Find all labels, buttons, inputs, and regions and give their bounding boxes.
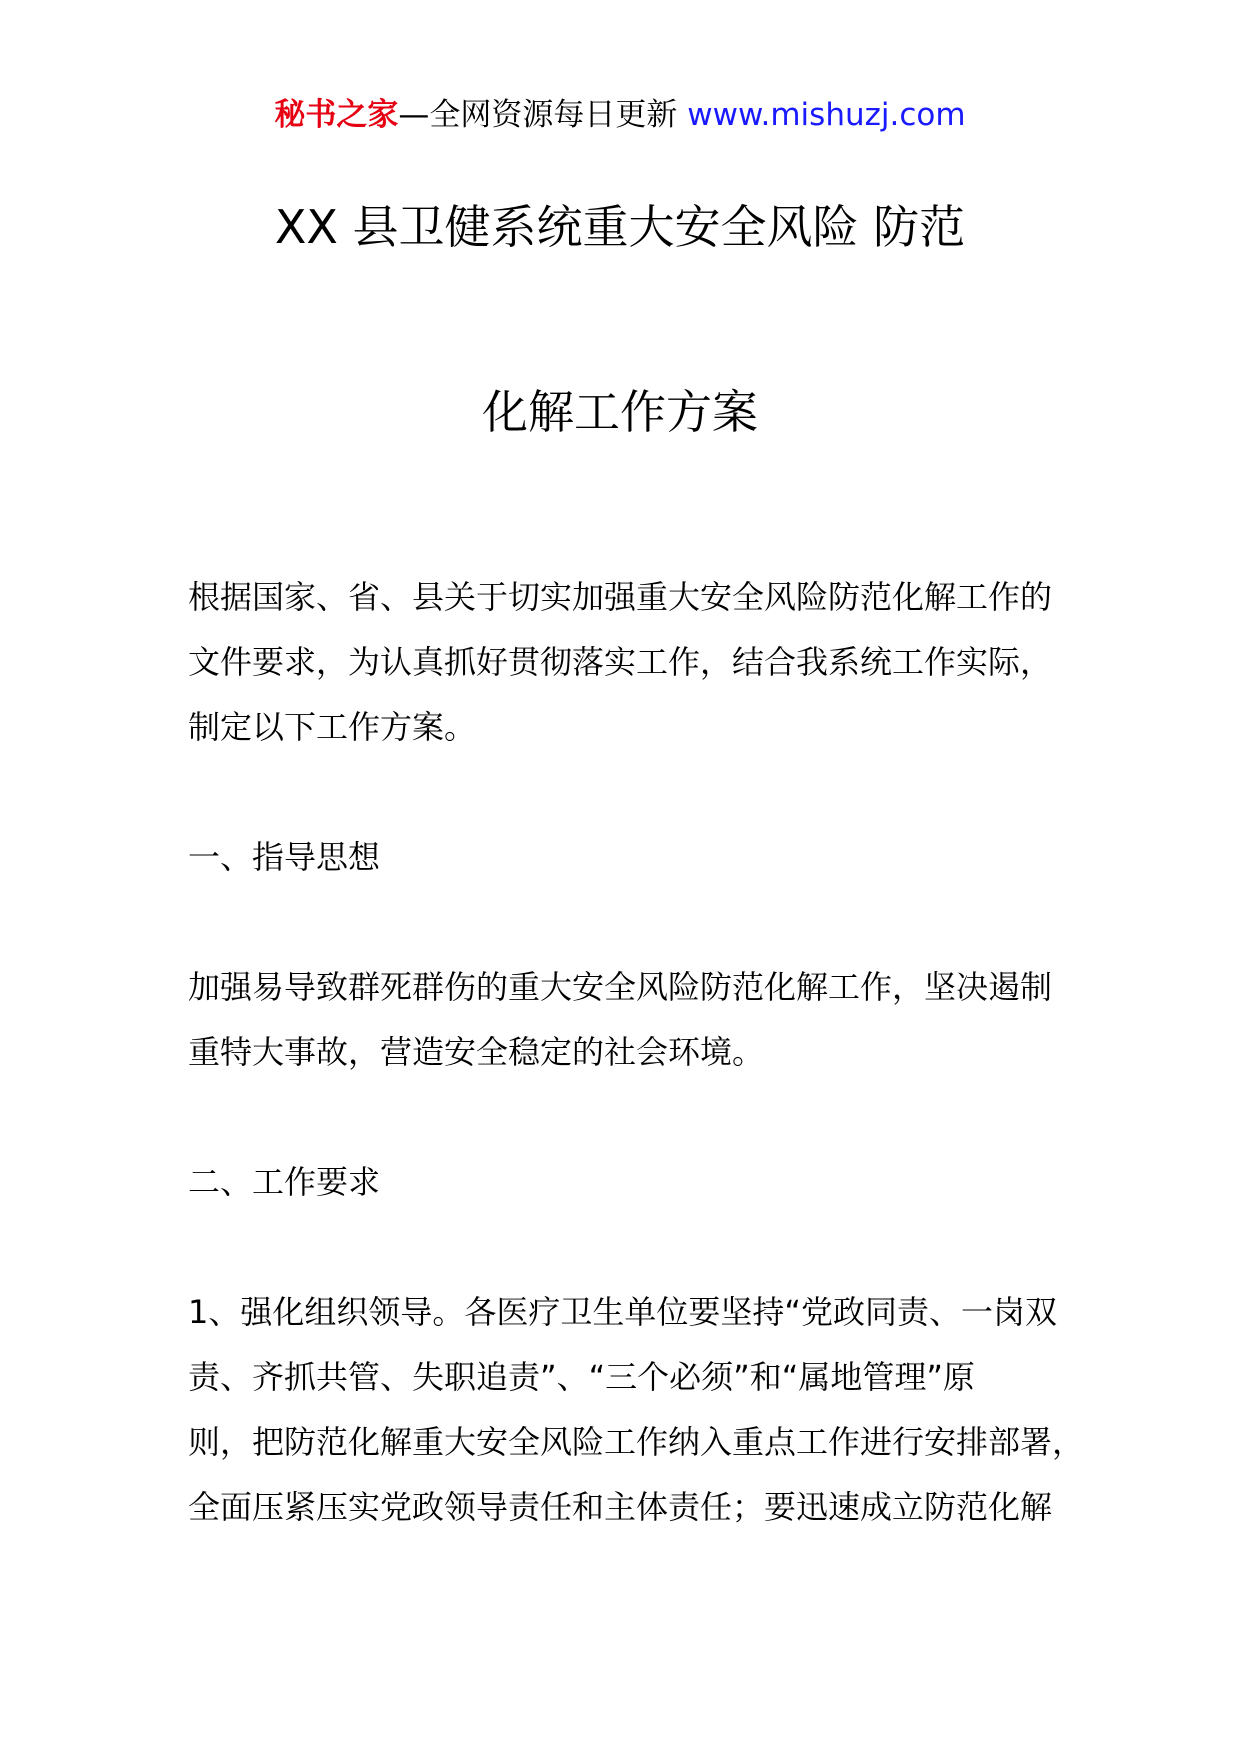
intro-paragraph: [188, 565, 1088, 760]
text-line: 则，把防范化解重大安全风险工作纳入重点工作进行安排部署，: [188, 1423, 1085, 1461]
brand-name: 秘书之家: [274, 97, 399, 133]
document-title-line-1: XX 县卫健系统重大安全风险 防范: [274, 200, 966, 254]
text-line: 制定以下工作方案。: [188, 708, 477, 746]
text-line: 重特大事故，营造安全稳定的社会环境。: [188, 1033, 765, 1071]
text-line: 文件要求，为认真抓好贯彻落实工作，结合我系统工作实际，: [188, 643, 1053, 681]
text-line: 加强易导致群死群伤的重大安全风险防范化解工作，坚决遏制: [188, 968, 1053, 1006]
work-requirement-item-1: [188, 1280, 1088, 1540]
guiding-ideology-paragraph: [188, 955, 1088, 1085]
header-slogan: —全网资源每日更新: [398, 97, 678, 133]
document-title-line-2: 化解工作方案: [482, 385, 758, 439]
text-line: 责、齐抓共管、失职追责”、“三个必须”和“属地管理”原: [188, 1358, 975, 1396]
section-heading-work-requirements: [188, 1150, 1088, 1215]
text-line: 根据国家、省、县关于切实加强重大安全风险防范化解工作的: [188, 578, 1053, 616]
heading-text: 二、工作要求: [188, 1163, 381, 1201]
text-line: 全面压紧压实党政领导责任和主体责任；要迅速成立防范化解: [188, 1488, 1053, 1526]
heading-text: 一、指导思想: [188, 838, 381, 876]
site-header: [0, 95, 1240, 135]
text-line: 1、强化组织领导。各医疗卫生单位要坚持“党政同责、一岗双: [188, 1293, 1057, 1331]
section-heading-guiding-ideology: [188, 825, 1088, 890]
site-url[interactable]: www.mishuzj.com: [687, 97, 966, 133]
